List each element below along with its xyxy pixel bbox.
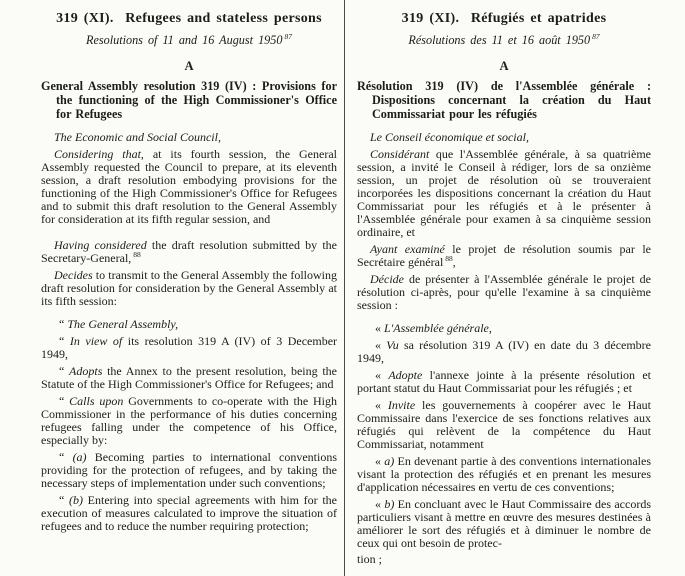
paragraph [41, 148, 337, 226]
paragraph [357, 369, 651, 395]
subtitle-text: Résolutions des 11 et 16 août 1950 [408, 33, 591, 47]
footnote-ref: 88 [133, 249, 141, 259]
paragraph [357, 148, 651, 239]
paragraph-text: l'annexe jointe à la présente résolution et portant statut du Haut Commissariat pour les réfugiés ; et [357, 367, 652, 395]
paragraph-text: sa résolution 319 A (IV) en date du 3 décembre 1949, [357, 337, 652, 365]
italic-lead: Ayant examiné [370, 241, 445, 256]
italic-lead: Considérant [370, 146, 430, 161]
paragraph-text: En concluant avec le Haut Commissaire des accords particuliers visant à mettre en œuvre des mesures destinées à améliorer le sort des réfugiés et à diminuer le nombre de ceux qui ont besoin de protec- [357, 496, 651, 550]
paragraph-text: Governments to co-operate with the High Commissioner in the performance of his duties concerning refugees falling under the competence of his Office, especially by: [41, 393, 337, 447]
paragraph [357, 273, 651, 312]
section-letter: A [499, 59, 509, 73]
subtitle-text: Resolutions of 11 and 16 August 1950 [86, 33, 283, 47]
paragraph-text: to transmit to the General Assembly the following draft resolution for consideration by the General Assembly at its fifth session: [41, 267, 337, 308]
paragraph [41, 365, 337, 391]
paragraph-continuation-clipped: tion ; [357, 551, 383, 566]
quote-mark: « [375, 397, 388, 412]
italic-lead: Adopts [69, 363, 103, 378]
italic-lead: Vu [386, 337, 399, 352]
paragraph [357, 498, 651, 550]
italic-lead: Le Conseil économique et social, [370, 129, 529, 144]
document-title: 319 (XI). Réfugiés et apatrides [401, 11, 607, 26]
italic-lead: (a) [72, 449, 87, 464]
paragraph [41, 131, 337, 144]
paragraph-text: que l'Assemblée générale, à sa quatrième session, a invité le Conseil à rédiger, lors de sa onzième session, un projet de résolution où se trouveraient incorporées les dispositions concernant la création du Haut Commissariat pour les réfugiés et à le présenter à l'Assemblée générale pour examen à sa cinquième session ordinaire, et [357, 146, 651, 239]
italic-lead: Décide [370, 271, 404, 286]
italic-lead: b) [384, 496, 395, 511]
quote-mark: “ [59, 333, 70, 348]
quote-mark: “ [59, 492, 69, 507]
resolution-heading: General Assembly resolution 319 (IV) : Provisions for the functioning of the High Commissioner's Office for Refugees [41, 79, 337, 121]
paragraph-text: les gouvernements à coopérer avec le Haut Commissaire dans l'exercice de ses fonctions relatives aux réfugiés qui relèvent de la compétence du Haut Commissariat, notamment [357, 397, 652, 451]
paragraph [357, 322, 651, 335]
italic-lead: Having considered [54, 237, 147, 252]
quote-mark: « [375, 453, 385, 468]
footnote-ref: 88 [445, 253, 453, 263]
paragraph-text: , at its fourth session, the General Assembly requested the Council to prepare, at its eleventh session, a draft resolution embodying provisions for the functioning of the High Commissioner's Office for Refugees and to submit this draft resolution to the General Assembly for consideration at its fifth regular session, and [41, 146, 337, 226]
italic-lead: L'Assemblée générale, [384, 320, 492, 335]
paragraph-text: its resolution 319 A (IV) of 3 December 1949, [41, 333, 338, 361]
italic-lead: Considering that [54, 146, 141, 161]
paragraph-text: le projet de résolution soumis par le Secrétaire général [357, 241, 651, 269]
italic-lead: a) [384, 453, 395, 468]
quote-mark: “ [59, 393, 70, 408]
quote-mark: « [375, 337, 387, 352]
paragraph [357, 339, 651, 365]
paragraph [41, 239, 337, 265]
resolution-subtitle [41, 31, 337, 47]
paragraph [41, 335, 337, 361]
french-column [357, 11, 651, 566]
paragraph [41, 269, 337, 308]
paragraph [357, 243, 651, 269]
section-letter: A [184, 59, 194, 73]
paragraph [41, 318, 337, 331]
paragraph-text: the draft resolution submitted by the Secretary-General, [41, 237, 337, 265]
paragraph-text: the Annex to the present resolution, being the Statute of the High Commissioner's Office for Refugees; and [41, 363, 338, 391]
italic-lead: Calls upon [69, 393, 124, 408]
paragraph-text: de présenter à l'Assemblée générale le projet de résolution ci-après, pour qu'elle l'examine à sa cinquième session : [357, 271, 651, 312]
paragraph [357, 131, 651, 144]
quote-mark: « [375, 367, 389, 382]
italic-lead: Adopte [388, 367, 423, 382]
paragraph [41, 494, 337, 533]
resolution-heading: Résolution 319 (IV) de l'Assemblée générale : Dispositions concernant la création du Haut Commissariat pour les réfugiés [357, 79, 651, 121]
italic-lead: (b) [69, 492, 83, 507]
italic-lead: The Economic and Social Council, [54, 129, 221, 144]
italic-lead: Decides [54, 267, 93, 282]
paragraph [357, 399, 651, 451]
paragraph-text: Becoming parties to international conventions providing for the protection of refugees, and by taking the necessary steps of implementation under such conventions; [41, 449, 338, 490]
paragraph-text: Entering into special agreements with him for the execution of measures calculated to improve the situation of refugees and to reduce the number requiring protection; [41, 492, 337, 533]
quote-mark: « [375, 496, 385, 511]
resolution-subtitle [357, 31, 651, 47]
document-title: 319 (XI). Refugees and stateless persons [56, 11, 322, 26]
italic-lead: Invite [387, 397, 416, 412]
paragraph [41, 395, 337, 447]
italic-lead: In view of [69, 333, 123, 348]
english-column [41, 11, 337, 533]
column-divider [344, 0, 345, 576]
quote-mark: « [375, 320, 384, 335]
footnote-ref: 87 [284, 31, 292, 41]
quote-mark: “ [59, 363, 70, 378]
footnote-ref: 87 [592, 31, 600, 41]
paragraph [41, 451, 337, 490]
italic-lead: The General Assembly, [67, 316, 179, 331]
paragraph [357, 455, 651, 494]
quote-mark: “ [59, 449, 73, 464]
paragraph-text: En devenant partie à des conventions internationales visant la protection des réfugiés et en prenant les mesures d'application nécessaires en vertu de ces conventions; [357, 453, 651, 494]
paragraph-text: , [452, 254, 456, 269]
quote-mark: “ [59, 316, 68, 331]
